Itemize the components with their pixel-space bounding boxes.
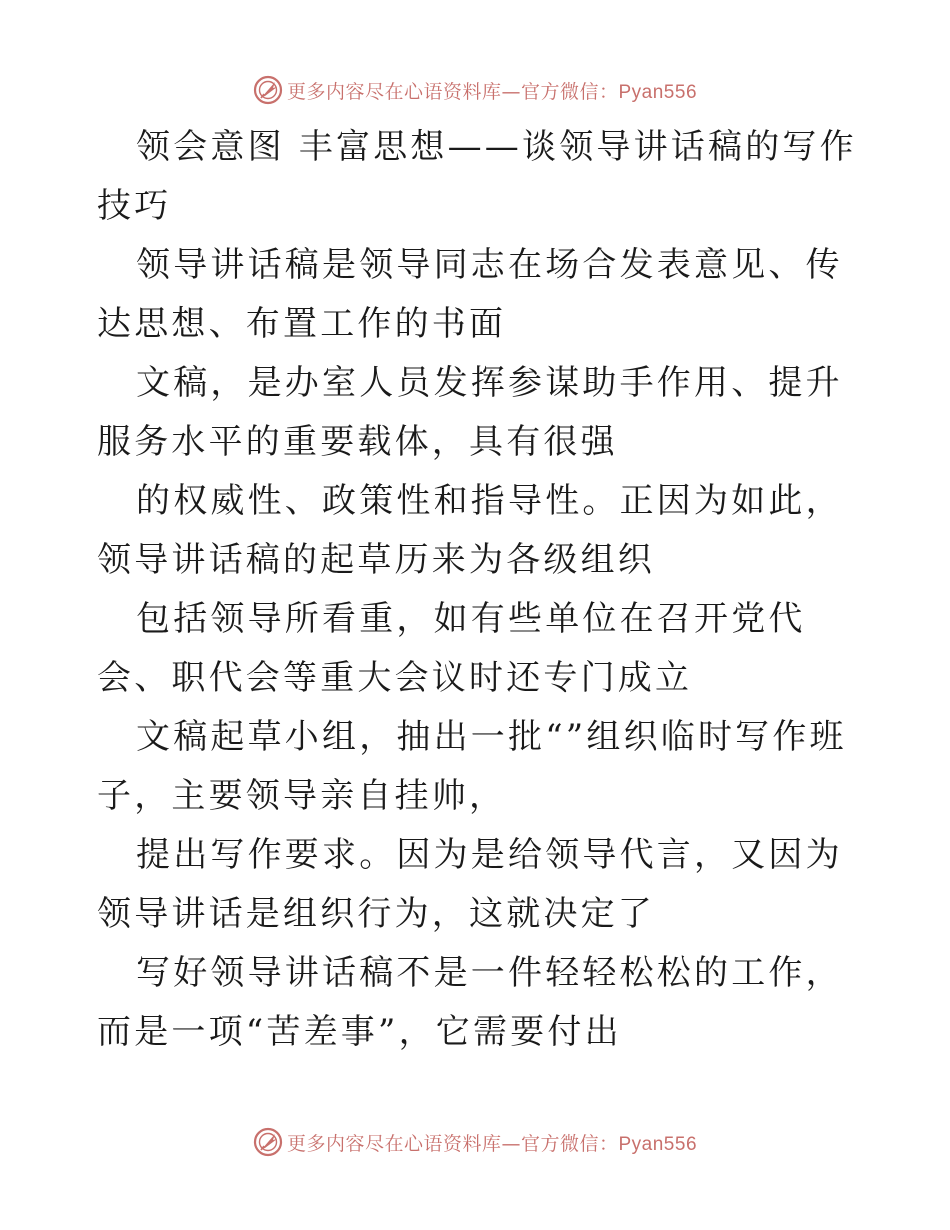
footer-banner-wechat: Pyan556 [618, 1133, 698, 1155]
footer-banner [0, 1120, 950, 1164]
document-body [97, 118, 857, 1062]
paragraph: 领导讲话稿是领导同志在场合发表意见、传达思想、布置工作的书面 [97, 245, 843, 344]
quill-pen-logo-icon [253, 1127, 283, 1157]
paragraph: 写好领导讲话稿不是一件轻轻松松的工作，而是一项“苦差事”，它需要付出 [97, 953, 843, 1052]
footer-banner-text: 更多内容尽在心语资料库—官方微信： [286, 1132, 619, 1155]
document-title: 领会意图 丰富思想——谈领导讲话稿的写作技巧 [97, 127, 857, 226]
quill-pen-logo-icon [253, 75, 283, 105]
header-banner-wechat: Pyan556 [618, 81, 698, 103]
paragraph: 文稿，是办室人员发挥参谋助手作用、提升服务水平的重要载体，具有很强 [97, 363, 843, 462]
paragraph: 提出写作要求。因为是给领导代言，又因为领导讲话是组织行为，这就决定了 [97, 835, 843, 934]
header-banner-text: 更多内容尽在心语资料库—官方微信： [286, 80, 619, 103]
paragraph: 包括领导所看重，如有些单位在召开党代会、职代会等重大会议时还专门成立 [97, 599, 806, 698]
paragraph: 文稿起草小组，抽出一批“”组织临时写作班子，主要领导亲自挂帅， [97, 717, 847, 816]
paragraph: 的权威性、政策性和指导性。正因为如此，领导讲话稿的起草历来为各级组织 [97, 481, 843, 580]
header-banner [0, 68, 950, 112]
